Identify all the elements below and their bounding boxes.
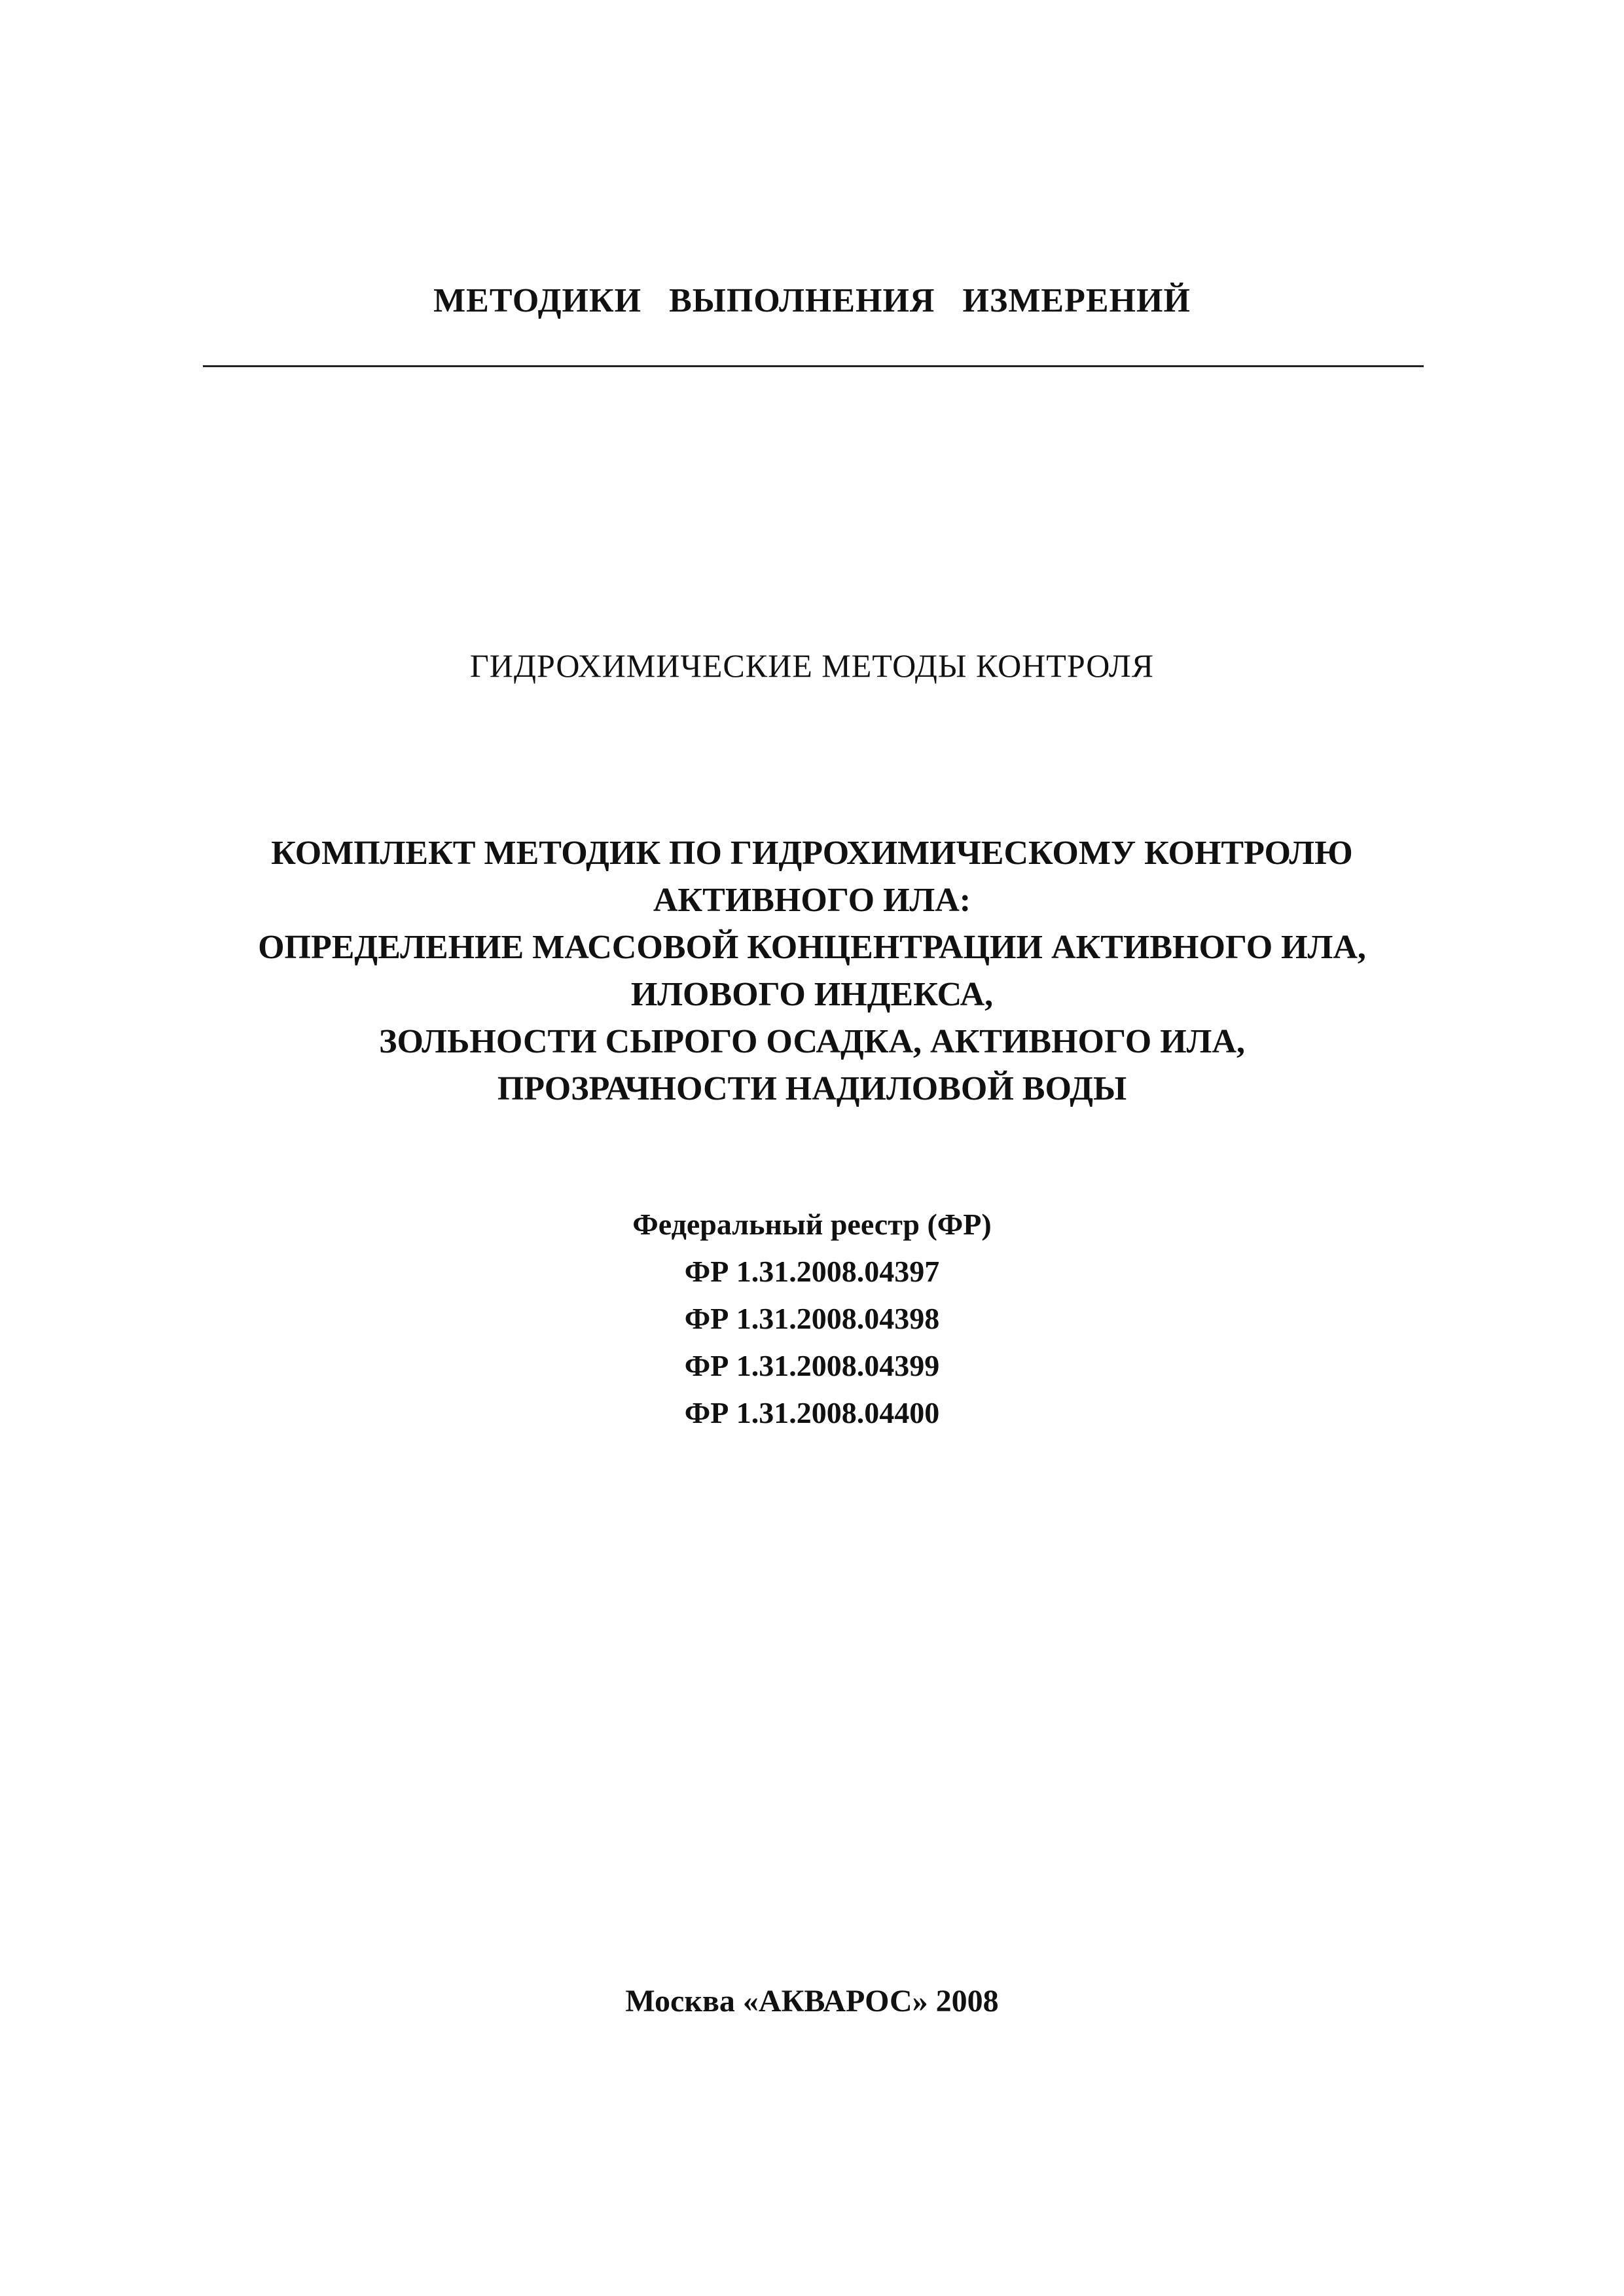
main-title [0, 830, 1624, 1113]
registry-number: ФР 1.31.2008.04397 [684, 1255, 940, 1288]
main-title-line: ИЛОВОГО ИНДЕКСА, [630, 976, 994, 1013]
series-title: МЕТОДИКИ ВЫПОЛНЕНИЯ ИЗМЕРЕНИЙ [433, 282, 1191, 319]
main-title-line: ОПРЕДЕЛЕНИЕ МАССОВОЙ КОНЦЕНТРАЦИИ АКТИВНОГО ИЛА, [258, 929, 1366, 966]
main-title-line: АКТИВНОГО ИЛА: [653, 882, 971, 919]
main-title-line: КОМПЛЕКТ МЕТОДИК ПО ГИДРОХИМИЧЕСКОМУ КОНТРОЛЮ [271, 834, 1353, 872]
registry-number: ФР 1.31.2008.04400 [684, 1396, 940, 1429]
registry-heading: Федеральный реестр (ФР) [632, 1208, 992, 1241]
publisher-imprint: Москва «АКВАРОС» 2008 [625, 1984, 999, 2018]
registry-number: ФР 1.31.2008.04398 [684, 1302, 940, 1335]
category-heading: ГИДРОХИМИЧЕСКИЕ МЕТОДЫ КОНТРОЛЯ [469, 647, 1155, 684]
main-title-line: ЗОЛЬНОСТИ СЫРОГО ОСАДКА, АКТИВНОГО ИЛА, [379, 1023, 1245, 1060]
main-title-line: ПРОЗРАЧНОСТИ НАДИЛОВОЙ ВОДЫ [497, 1070, 1127, 1107]
registry-number: ФР 1.31.2008.04399 [684, 1349, 940, 1382]
registry-block [0, 1201, 1624, 1437]
header-rule [203, 365, 1424, 367]
